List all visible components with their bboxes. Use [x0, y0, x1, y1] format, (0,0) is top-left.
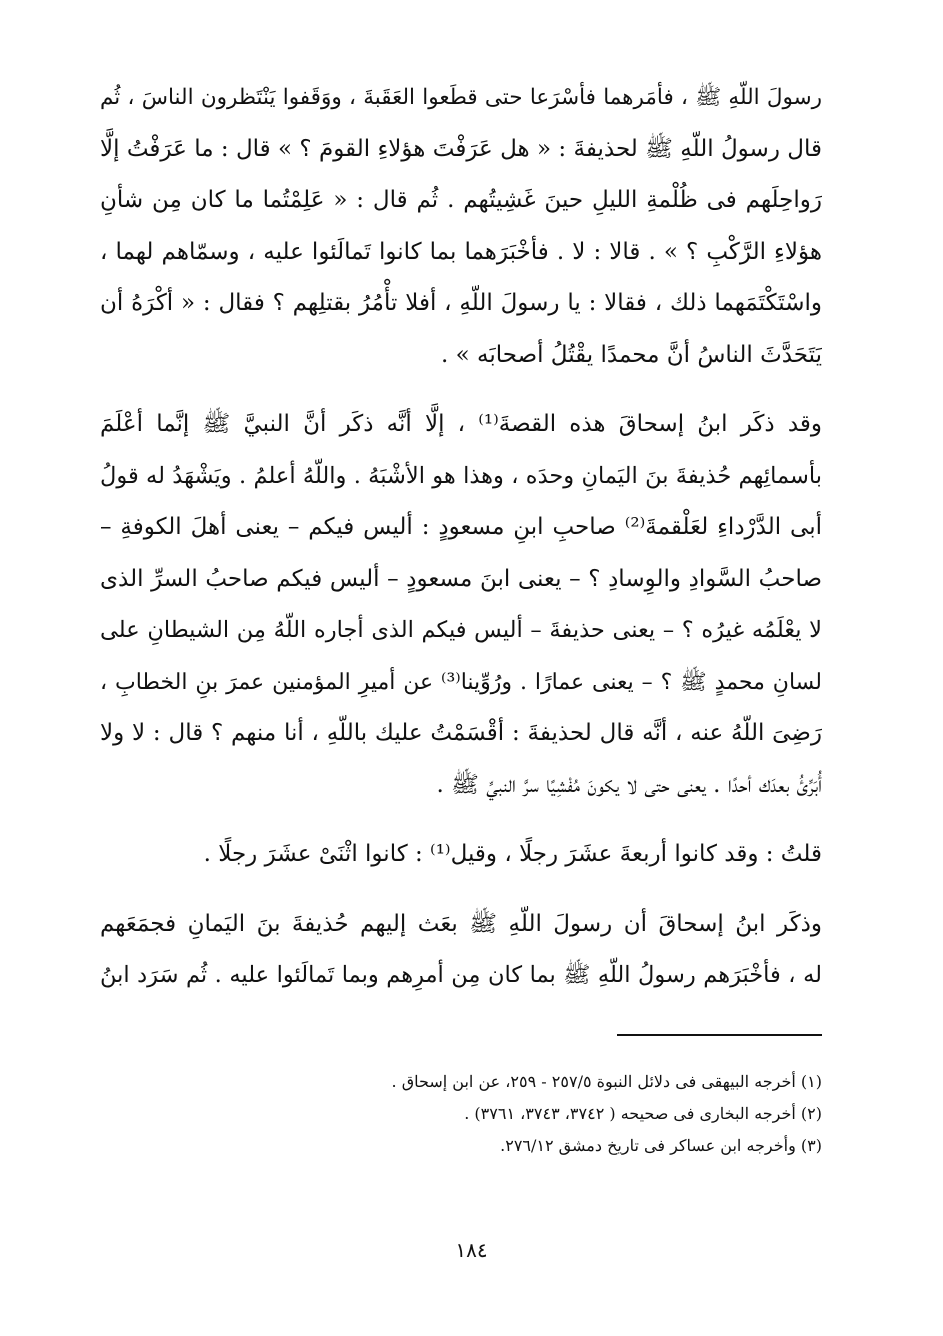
- page-number: ١٨٤: [455, 1238, 488, 1262]
- main-text: [100, 72, 822, 1002]
- text-line: هؤلاءِ الرَّكْبِ ؟ » . قالا : لا . فأخْبَرَهما بما كانوا تَمالَئوا عليه ، وسمّاهم لهما ،: [100, 238, 822, 265]
- footnote: (٣) وأخرجه ابن عساكر فى تاريخ دمشق ٢٧٦/١٢.: [500, 1136, 822, 1155]
- text-line: لا يعْلَمُه غيرُه ؟ – يعنى حذيفةَ – أليس فيكم الذى أجاره اللّهُ مِن الشيطانِ على: [100, 617, 822, 643]
- paragraph: [100, 829, 822, 881]
- text-line: رَواحِلَهم فى ظُلْمةِ الليلِ حينَ غَشِيتُهم . ثُم قال : « عَلِمْتُما ما كان مِن شأنِ: [100, 187, 822, 213]
- text-line: وذكَر ابنُ إسحاقَ أن رسولَ اللّهِ ﷺ بعَث إليهم حُذيفةَ بنَ اليَمانِ فجمَعَهم: [100, 910, 822, 937]
- paragraph: [100, 399, 822, 811]
- footnote: (١) أخرجه البيهقى فى دلائل النبوة ٢٥٧/٥ - ٢٥٩، عن ابن إسحاق .: [391, 1072, 822, 1091]
- text-line: قال رسولُ اللّهِ ﷺ لحذيفةَ : « هل عَرَفْتَ هؤلاءِ القومَ ؟ » قال : ما عَرَفْتُ إلَّا: [100, 135, 822, 162]
- text-line: قلتُ : وقد كانوا أربعةَ عشَرَ رجلًا ، وقيل⁽¹⁾ : كانوا اثْنَىْ عشَرَ رجلًا .: [203, 841, 822, 867]
- text-line: أبى الدَّرْداءِ لعَلْقمةَ⁽²⁾ صاحبِ ابنِ مسعودٍ : أليس فيكم – يعنى أهلَ الكوفةِ –: [100, 514, 822, 540]
- footnote: (٢) أخرجه البخارى فى صحيحه ( ٣٧٤٢، ٣٧٤٣، ٣٧٦١) .: [464, 1104, 822, 1123]
- text-line: وقد ذكَر ابنُ إسحاقَ هذه القصةَ⁽¹⁾ ، إلَّا أنَّه ذكَر أنَّ النبيَّ ﷺ إنَّما أعْلَمَ: [100, 411, 822, 437]
- text-line: صاحبُ السَّوادِ والوِسادِ ؟ – يعنى ابنَ مسعودٍ – أليس فيكم صاحبُ السرِّ الذى: [100, 565, 822, 592]
- footnote-divider: [617, 1034, 822, 1036]
- paragraph: [100, 72, 822, 381]
- text-line: رَضِىَ اللّهُ عنه ، أنَّه قال لحذيفةَ : أقْسَمْتُ عليك باللّهِ ، أنا منهم ؟ قال : لا ولا: [100, 720, 822, 746]
- paragraph-gap: [100, 381, 822, 399]
- text-line: رسولَ اللّهِ ﷺ ، فأمَرهما فأسْرَعا حتى قطَعوا العَقَبةَ ، ووَقَفوا يَنْتَظرون الناسَ ، ثُم: [100, 85, 822, 110]
- paragraph-gap: [100, 881, 822, 899]
- text-line: أُبَرِّئُ بعدَك أحدًا . يعنى حتى لا يكونَ مُفْشِيًا سرَّ النبيِّ ﷺ .: [436, 771, 822, 798]
- text-line: يَتَحَدَّثَ الناسُ أنَّ محمدًا يقْتُلُ أصحابَه » .: [440, 341, 822, 368]
- text-line: واسْتَكْتَمَهما ذلك ، فقالا : يا رسولَ اللّهِ ، أفلا تأْمُرُ بقتلِهم ؟ فقال : « أكْرَهُ أن: [100, 290, 822, 316]
- paragraph-gap: [100, 811, 822, 829]
- text-line: له ، فأخْبَرَهم رسولُ اللّهِ ﷺ بما كان مِن أمرِهم وبما تَمالَئوا عليه . ثُم سَرَد ابنُ: [100, 962, 822, 988]
- footnotes: [100, 1066, 822, 1162]
- text-line: لسانِ محمدٍ ﷺ ؟ – يعنى عمارًا . ورُوِّينا⁽³⁾ عن أميرِ المؤمنين عمرَ بنِ الخطابِ ،: [100, 669, 822, 695]
- text-line: بأسمائِهم حُذيفةَ بنَ اليَمانِ وحدَه ، وهذا هو الأشْبَهُ . واللّهُ أعلمُ . ويَشْهَدُ له قولُ: [100, 462, 822, 489]
- paragraph: [100, 899, 822, 1002]
